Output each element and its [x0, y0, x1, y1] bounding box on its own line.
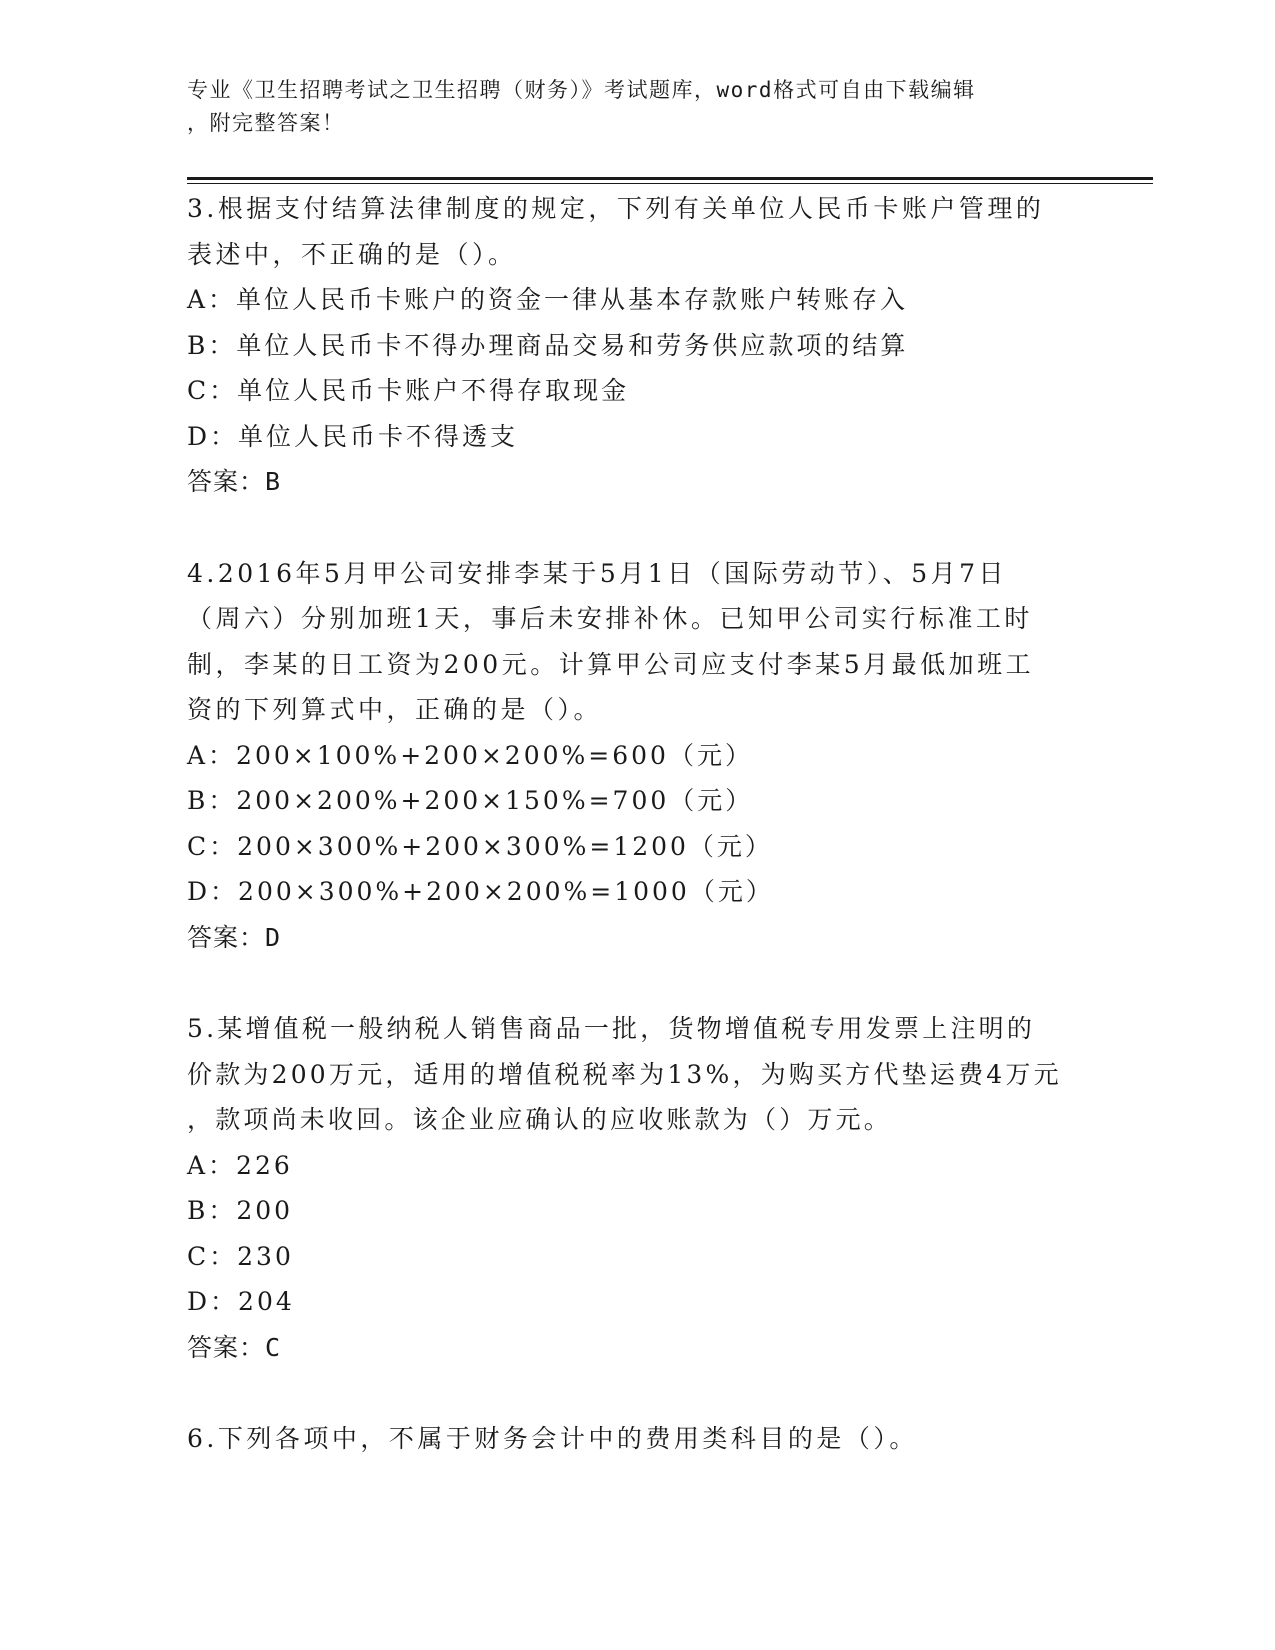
option-d: D：单位人民币卡不得透支: [187, 421, 519, 451]
question-text-line: 制，李某的日工资为200元。计算甲公司应支付李某5月最低加班工: [187, 649, 1035, 679]
question-list: [187, 186, 1087, 1508]
option-b: B：单位人民币卡不得办理商品交易和劳务供应款项的结算: [187, 330, 909, 360]
question-5: [187, 1006, 1087, 1370]
question-3: [187, 186, 1087, 505]
question-text-line: 表述中，不正确的是（）。: [187, 239, 517, 269]
question-text-line: 6.下列各项中，不属于财务会计中的费用类科目的是（）。: [187, 1424, 918, 1453]
option-b: B：200×200%+200×150%=700（元）: [187, 786, 754, 815]
option-c: C：单位人民币卡账户不得存取现金: [187, 376, 630, 405]
header-divider-thick: [187, 177, 1153, 180]
question-text-line: ，款项尚未收回。该企业应确认的应收账款为（）万元。: [187, 1105, 893, 1134]
header-line-1: 专业《卫生招聘考试之卫生招聘（财务）》考试题库，word格式可自由下载编辑: [187, 78, 976, 102]
answer-line: 答案：B: [187, 467, 282, 496]
question-text-line: 资的下列算式中，正确的是（）。: [187, 695, 603, 724]
question-text-line: 5.某增值税一般纳税人销售商品一批，货物增值税专用发票上注明的: [187, 1014, 1036, 1043]
answer-line: 答案：D: [187, 922, 282, 952]
option-a: A：200×100%+200×200%=600（元）: [187, 740, 753, 770]
question-text-line: （周六）分别加班1天，事后未安排补休。已知甲公司实行标准工时: [187, 604, 1033, 633]
answer-line: 答案：C: [187, 1332, 282, 1362]
question-6: [187, 1416, 1087, 1462]
header-divider-thin: [187, 183, 1153, 184]
option-d: D：200×300%+200×200%=1000（元）: [187, 877, 774, 906]
question-text-line: 价款为200万元，适用的增值税税率为13%，为购买方代垫运费4万元: [187, 1059, 1062, 1089]
header-line-2: ，附完整答案！: [187, 111, 345, 135]
question-4: [187, 551, 1087, 961]
option-d: D：204: [187, 1287, 295, 1316]
document-header: [187, 74, 1067, 140]
option-c: C：230: [187, 1241, 294, 1271]
question-text-line: 4.2016年5月甲公司安排李某于5月1日（国际劳动节）、5月7日: [187, 558, 1008, 588]
option-c: C：200×300%+200×300%=1200（元）: [187, 831, 773, 861]
option-b: B：200: [187, 1196, 294, 1225]
option-a: A：单位人民币卡账户的资金一律从基本存款账户转账存入: [187, 285, 909, 314]
question-text-line: 3.根据支付结算法律制度的规定，下列有关单位人民币卡账户管理的: [187, 194, 1045, 223]
option-a: A：226: [187, 1150, 293, 1180]
